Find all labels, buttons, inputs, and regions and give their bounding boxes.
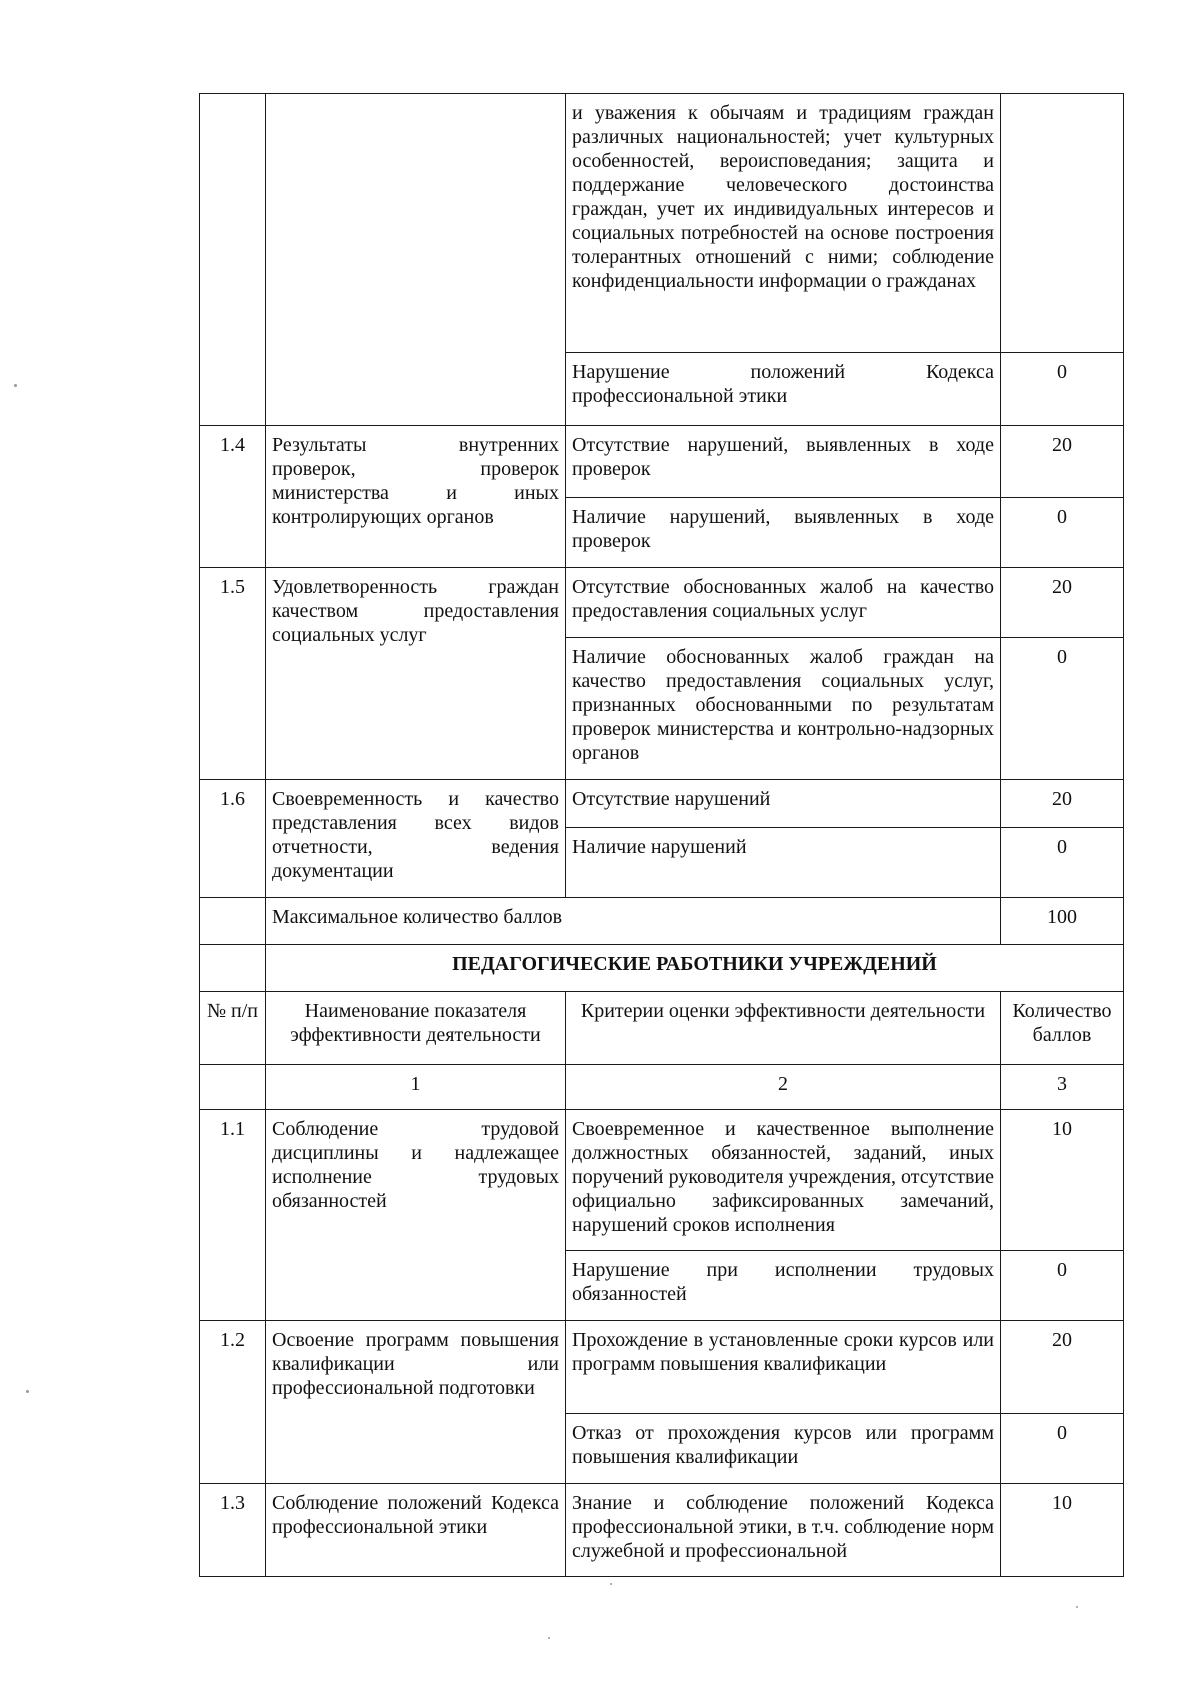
max-score-label: Максимальное количество баллов: [266, 898, 1001, 945]
scan-speck: [1076, 1606, 1078, 1608]
scan-speck: [26, 1390, 29, 1393]
score-cell: 20: [1001, 780, 1124, 828]
criteria-cell: Своевременное и качественное выполнение должностных обязанностей, заданий, иных поручений руководителя учреждения, отсутствие официально зафиксированных замечаний, нарушений сроков исполнения: [566, 1110, 1001, 1251]
scan-speck: [610, 1583, 612, 1585]
indicator-number: 1.5: [200, 568, 266, 780]
criteria-cell: Отсутствие нарушений, выявленных в ходе проверок: [566, 426, 1001, 498]
criteria-cell: Знание и соблюдение положений Кодекса профессиональной этики, в т.ч. соблюдение норм служебной и профессиональной: [566, 1484, 1001, 1577]
indicator-number: 1.6: [200, 780, 266, 898]
indicator-name: Результаты внутренних проверок, проверок министерства и иных контролирующих органов: [266, 426, 566, 568]
indicator-number: 1.2: [200, 1321, 266, 1484]
score-cell: 0: [1001, 1251, 1124, 1321]
score-cell: 0: [1001, 353, 1124, 426]
score-cell: 20: [1001, 1321, 1124, 1414]
score-cell: 20: [1001, 426, 1124, 498]
table-row: [200, 1110, 1124, 1251]
num-cell: [200, 1065, 266, 1110]
table-row: [200, 568, 1124, 638]
criteria-cell: Отсутствие нарушений: [566, 780, 1001, 828]
indicator-number: 1.4: [200, 426, 266, 568]
column-number: 3: [1001, 1065, 1124, 1110]
table-row: [200, 1484, 1124, 1577]
score-cell: 0: [1001, 1414, 1124, 1484]
score-cell: 10: [1001, 1484, 1124, 1577]
max-score-row: [200, 898, 1124, 945]
criteria-cell: Наличие обоснованных жалоб граждан на качество предоставления социальных услуг, признанных обоснованными по результатам проверок министерства и контрольно-надзорных органов: [566, 638, 1001, 780]
num-cell: [200, 945, 266, 992]
score-cell: [1001, 94, 1124, 353]
score-cell: 10: [1001, 1110, 1124, 1251]
section-title: ПЕДАГОГИЧЕСКИЕ РАБОТНИКИ УЧРЕЖДЕНИЙ: [266, 945, 1124, 992]
indicator-name: Своевременность и качество представления всех видов отчетности, ведения документации: [266, 780, 566, 898]
criteria-cell: Нарушение положений Кодекса профессиональной этики: [566, 353, 1001, 426]
criteria-cell: Отсутствие обоснованных жалоб на качество предоставления социальных услуг: [566, 568, 1001, 638]
section-row: [200, 945, 1124, 992]
num-cell: [200, 94, 266, 426]
max-score-value: 100: [1001, 898, 1124, 945]
table-row: [200, 426, 1124, 498]
criteria-cell: и уважения к обычаям и традициям граждан различных национальностей; учет культурных особенностей, вероисповедания; защита и поддержание человеческого достоинства граждан, учет их индивидуальных интересов и социальных потребностей на основе построения толерантных отношений с ними; соблюдение конфиденциальности информации о гражданах: [566, 94, 1001, 353]
criteria-cell: Прохождение в установленные сроки курсов или программ повышения квалификации: [566, 1321, 1001, 1414]
indicator-name: Освоение программ повышения квалификации или профессиональной подготовки: [266, 1321, 566, 1484]
indicator-name: Соблюдение положений Кодекса профессиональной этики: [266, 1484, 566, 1577]
table-row: [200, 780, 1124, 828]
column-number: 2: [566, 1065, 1001, 1110]
scan-speck: [14, 384, 17, 387]
column-number-row: [200, 1065, 1124, 1110]
score-cell: 0: [1001, 498, 1124, 568]
header-criteria: Критерии оценки эффективности деятельности: [566, 992, 1001, 1065]
indicator-number: 1.3: [200, 1484, 266, 1577]
criteria-cell: Отказ от прохождения курсов или программ повышения квалификации: [566, 1414, 1001, 1484]
header-num: № п/п: [200, 992, 266, 1065]
name-cell: [266, 94, 566, 426]
header-row: [200, 992, 1124, 1065]
criteria-cell: Наличие нарушений, выявленных в ходе проверок: [566, 498, 1001, 568]
column-number: 1: [266, 1065, 566, 1110]
score-cell: 0: [1001, 828, 1124, 898]
score-cell: 20: [1001, 568, 1124, 638]
num-cell: [200, 898, 266, 945]
evaluation-table: [199, 93, 1124, 1577]
indicator-number: 1.1: [200, 1110, 266, 1321]
criteria-cell: Наличие нарушений: [566, 828, 1001, 898]
table-row: [200, 94, 1124, 353]
header-name: Наименование показателя эффективности деятельности: [266, 992, 566, 1065]
score-cell: 0: [1001, 638, 1124, 780]
indicator-name: Удовлетворенность граждан качеством предоставления социальных услуг: [266, 568, 566, 780]
indicator-name: Соблюдение трудовой дисциплины и надлежащее исполнение трудовых обязанностей: [266, 1110, 566, 1321]
table-row: [200, 1321, 1124, 1414]
header-score: Количество баллов: [1001, 992, 1124, 1065]
scan-speck: [548, 1637, 550, 1639]
criteria-cell: Нарушение при исполнении трудовых обязанностей: [566, 1251, 1001, 1321]
